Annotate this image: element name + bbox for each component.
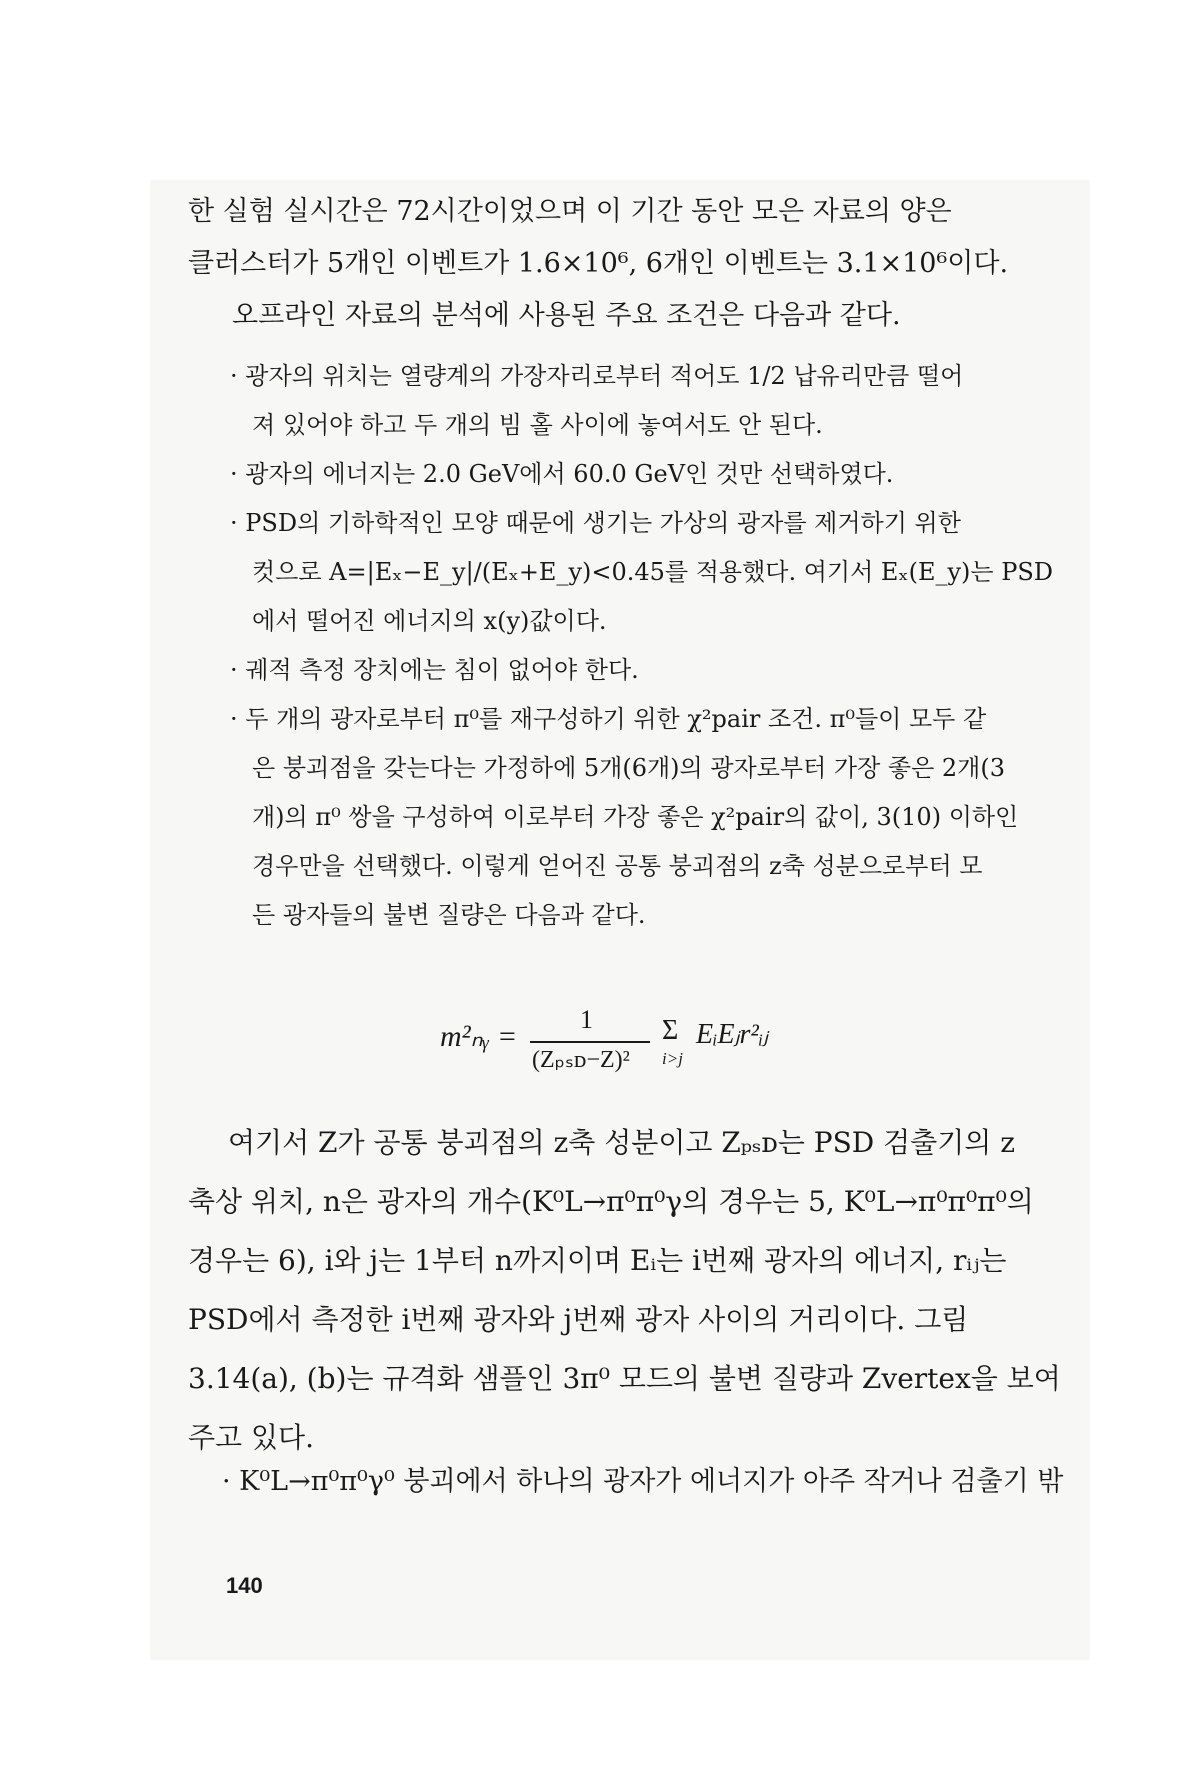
formula-lhs: m²ₙᵧ = — [440, 1020, 518, 1053]
text-line: 클러스터가 5개인 이벤트가 1.6×10⁶, 6개인 이벤트는 3.1×10⁶이다. — [188, 248, 1009, 279]
text-line: 오프라인 자료의 분석에 사용된 주요 조건은 다음과 같다. — [232, 300, 901, 331]
conditions-list — [230, 352, 1080, 940]
list-item: · 궤적 측정 장치에는 침이 없어야 한다. — [230, 656, 639, 684]
last-bullet: · K⁰L→π⁰π⁰γ⁰ 붕괴에서 하나의 광자가 에너지가 아주 작거나 검출기 밖 — [222, 1466, 1064, 1497]
invariant-mass-formula — [440, 1005, 860, 1083]
text-line: 3.14(a), (b)는 규격화 샘플인 3π⁰ 모드의 불변 질량과 Zvertex을 보여 — [188, 1362, 1061, 1395]
list-item-continuation: 경우만을 선택했다. 이렇게 얻어진 공통 붕괴점의 z축 성분으로부터 모 — [252, 852, 983, 880]
list-item-continuation: 개)의 π⁰ 쌍을 구성하여 이로부터 가장 좋은 χ²pair의 값이, 3(10) 이하인 — [252, 803, 1019, 831]
list-item-continuation: 은 붕괴점을 갖는다는 가정하에 5개(6개)의 광자로부터 가장 좋은 2개(3 — [252, 754, 1005, 782]
formula-denominator: (Zₚₛᴅ−Z)² — [532, 1047, 630, 1073]
formula-numerator: 1 — [580, 1005, 593, 1034]
list-item: · 두 개의 광자로부터 π⁰를 재구성하기 위한 χ²pair 조건. π⁰들이 모두 같 — [230, 705, 987, 733]
formula-rhs: EᵢEⱼr²ᵢⱼ — [696, 1019, 769, 1050]
text-line: 한 실험 실시간은 72시간이었으며 이 기간 동안 모은 자료의 양은 — [188, 196, 952, 227]
list-item-continuation: 에서 떨어진 에너지의 x(y)값이다. — [252, 607, 607, 635]
fraction-bar — [530, 1041, 650, 1043]
list-item-continuation: 컷으로 A=|Eₓ−E_y|/(Eₓ+E_y)<0.45를 적용했다. 여기서 Eₓ(E_y)는 PSD — [252, 558, 1054, 586]
text-line: PSD에서 측정한 i번째 광자와 j번째 광자 사이의 거리이다. 그림 — [188, 1303, 969, 1336]
list-item: · 광자의 에너지는 2.0 GeV에서 60.0 GeV인 것만 선택하였다. — [230, 460, 894, 488]
text-line: 축상 위치, n은 광자의 개수(K⁰L→π⁰π⁰γ의 경우는 5, K⁰L→π⁰π⁰π⁰의 — [188, 1185, 1034, 1218]
explanation-paragraph — [188, 1113, 1068, 1467]
text-line: 여기서 Z가 공통 붕괴점의 z축 성분이고 Zₚₛᴅ는 PSD 검출기의 z — [228, 1126, 1015, 1159]
list-item: · 광자의 위치는 열량계의 가장자리로부터 적어도 1/2 납유리만큼 떨어 — [230, 362, 964, 390]
summation-symbol: Σ — [662, 1015, 679, 1046]
list-item-continuation: 져 있어야 하고 두 개의 빔 홀 사이에 놓여서도 안 된다. — [252, 411, 823, 439]
text-line: 주고 있다. — [188, 1421, 314, 1454]
text-line: 경우는 6), i와 j는 1부터 n까지이며 Eᵢ는 i번째 광자의 에너지, rᵢⱼ는 — [188, 1244, 1007, 1277]
summation-index: i>j — [662, 1049, 683, 1068]
page-number: 140 — [226, 1573, 263, 1598]
list-item-continuation: 든 광자들의 불변 질량은 다음과 같다. — [252, 901, 646, 929]
list-item: · PSD의 기하학적인 모양 때문에 생기는 가상의 광자를 제거하기 위한 — [230, 509, 961, 537]
intro-paragraph — [188, 186, 1068, 342]
